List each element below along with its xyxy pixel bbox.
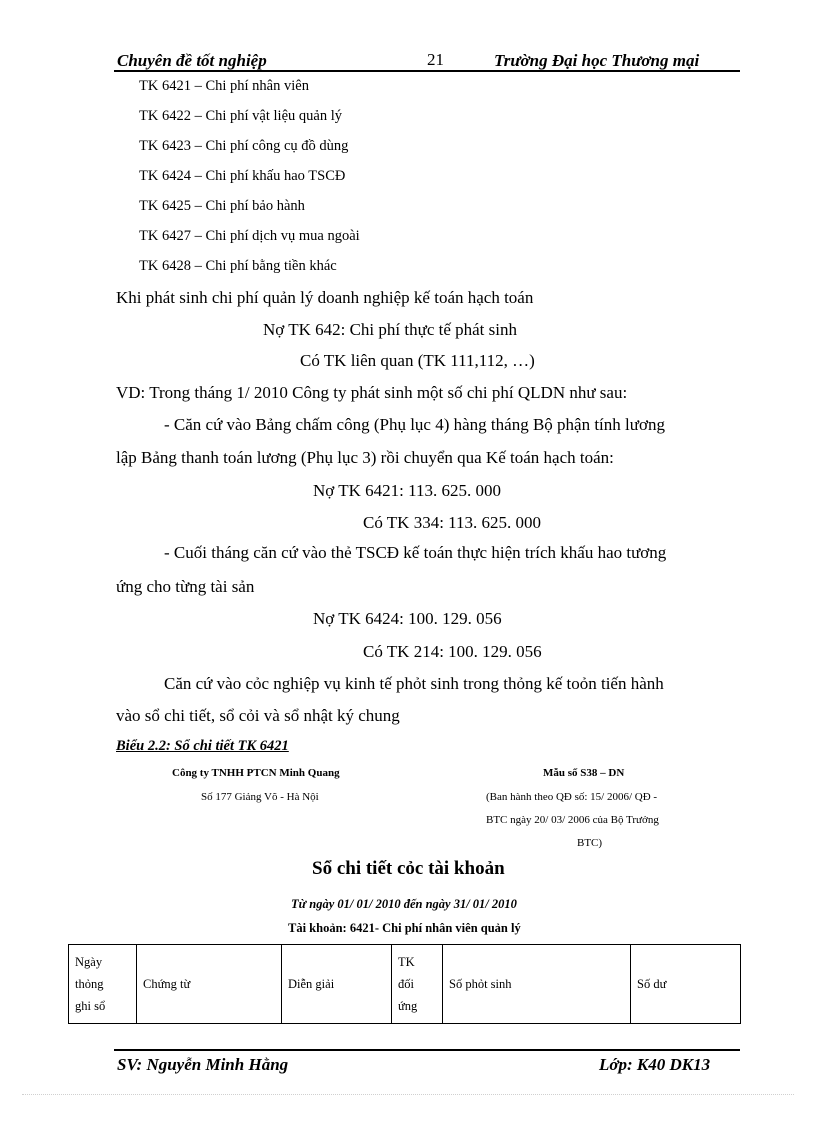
footer-student: SV: Nguyễn Minh Hằng bbox=[117, 1055, 289, 1074]
entry-credit: Có TK 334: 113. 625. 000 bbox=[363, 513, 542, 532]
paragraph-line: ứng cho từng tài sản bbox=[116, 577, 255, 596]
figure-caption: Biểu 2.2: Sổ chi tiết TK 6421 bbox=[116, 738, 289, 754]
header-cell-line: TK bbox=[398, 955, 415, 969]
header-rule bbox=[114, 70, 740, 72]
entry-debit: Nợ TK 6421: 113. 625. 000 bbox=[313, 481, 501, 500]
header-cell-line: ghi sổ bbox=[75, 999, 106, 1013]
account-item: TK 6425 – Chi phí bảo hành bbox=[139, 198, 305, 214]
entry-debit: Nợ TK 642: Chi phí thực tế phát sinh bbox=[263, 320, 517, 339]
account-item: TK 6422 – Chi phí vật liệu quản lý bbox=[139, 108, 342, 124]
header-cell-line: Chứng từ bbox=[143, 976, 191, 991]
intro-text: Khi phát sinh chi phí quản lý doanh nghiệp kế toán hạch toán bbox=[116, 288, 534, 307]
paragraph-line: - Cuối tháng căn cứ vào thẻ TSCĐ kế toán thực hiện trích khấu hao tương bbox=[164, 543, 667, 562]
paragraph-line: - Căn cứ vào Bảng chấm công (Phụ lục 4) hàng tháng Bộ phận tính lương bbox=[164, 415, 665, 434]
entry-credit: Có TK 214: 100. 129. 056 bbox=[363, 642, 542, 661]
ledger-table bbox=[68, 944, 741, 1024]
header-cell-date bbox=[69, 945, 137, 1024]
page-number: 21 bbox=[427, 50, 444, 69]
header-cell-line: đối bbox=[398, 977, 414, 991]
account-item: TK 6421 – Chi phí nhân viên bbox=[139, 78, 309, 94]
header-left: Chuyên đề tốt nghiệp bbox=[117, 51, 267, 70]
header-cell-balance bbox=[631, 945, 741, 1024]
ledger-account: Tài khoản: 6421- Chi phí nhân viên quản lý bbox=[288, 921, 521, 935]
header-right: Trường Đại học Thương mại bbox=[494, 51, 700, 70]
header-cell-line: Ngày bbox=[75, 955, 103, 969]
company-name: Công ty TNHH PTCN Minh Quang bbox=[172, 767, 340, 779]
account-item: TK 6424 – Chi phí khấu hao TSCĐ bbox=[139, 168, 346, 184]
account-item: TK 6428 – Chi phí bằng tiền khác bbox=[139, 258, 337, 274]
ledger-title: Sổ chi tiết cỏc tài khoản bbox=[312, 858, 505, 879]
header-cell-amount bbox=[443, 945, 631, 1024]
ledger-period: Từ ngày 01/ 01/ 2010 đến ngày 31/ 01/ 2010 bbox=[291, 897, 517, 911]
account-item: TK 6427 – Chi phí dịch vụ mua ngoài bbox=[139, 228, 360, 244]
paragraph-line: Căn cứ vào cỏc nghiệp vụ kinh tế phỏt sinh trong thỏng kế toỏn tiến hành bbox=[164, 674, 664, 693]
header-cell-line: Diễn giải bbox=[288, 976, 335, 991]
regulation-line: BTC) bbox=[577, 837, 603, 849]
entry-credit: Có TK liên quan (TK 111,112, …) bbox=[300, 351, 535, 370]
table-header-row bbox=[69, 945, 741, 1024]
form-code: Mẫu số S38 – DN bbox=[543, 767, 625, 779]
example-text: VD: Trong tháng 1/ 2010 Công ty phát sinh một số chi phí QLDN như sau: bbox=[116, 383, 628, 402]
header-cell-line: ứng bbox=[398, 999, 418, 1013]
paragraph-line: vào sổ chi tiết, sổ cỏi và sổ nhật ký chung bbox=[116, 706, 400, 725]
regulation-line: (Ban hành theo QĐ số: 15/ 2006/ QĐ - bbox=[486, 791, 658, 803]
header-cell-line: Số phỏt sinh bbox=[449, 976, 512, 991]
header-cell-voucher bbox=[137, 945, 282, 1024]
page-edge-divider bbox=[22, 1094, 794, 1095]
header-cell-line: thỏng bbox=[75, 977, 104, 991]
entry-debit: Nợ TK 6424: 100. 129. 056 bbox=[313, 609, 502, 628]
header-cell-description bbox=[282, 945, 392, 1024]
regulation-line: BTC ngày 20/ 03/ 2006 của Bộ Trưởng bbox=[486, 814, 659, 826]
paragraph-line: lập Bảng thanh toán lương (Phụ lục 3) rồi chuyển qua Kế toán hạch toán: bbox=[116, 448, 614, 467]
footer-class: Lớp: K40 DK13 bbox=[599, 1055, 711, 1074]
header-cell-line: Số dư bbox=[637, 976, 667, 991]
company-address: Số 177 Giảng Võ - Hà Nội bbox=[201, 791, 319, 803]
header-cell-contra-account bbox=[392, 945, 443, 1024]
footer-rule bbox=[114, 1049, 740, 1051]
account-item: TK 6423 – Chi phí công cụ đồ dùng bbox=[139, 138, 349, 154]
